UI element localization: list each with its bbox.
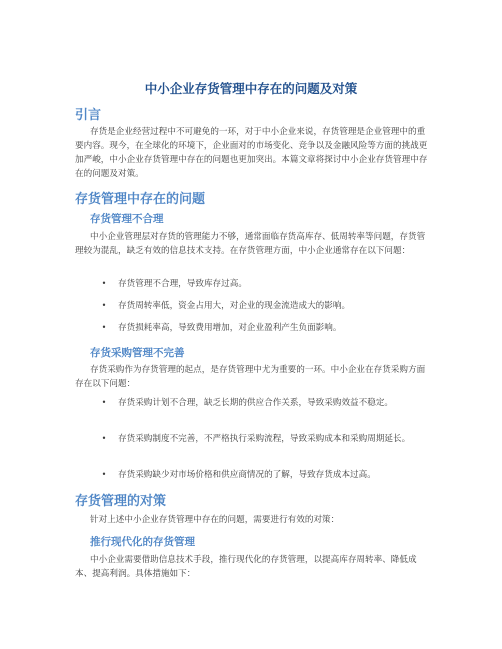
problems-section2-paragraph: 存货采购作为存货管理的起点，是存货管理中尤为重要的一环。中小企业在存货采购方面存在以下问题：: [75, 365, 426, 389]
solutions-paragraph: 针对上述中小企业存货管理中存在的问题，需要进行有效的对策：: [90, 515, 340, 525]
list-item-text: 存货采购计划不合理，缺乏长期的供应合作关系，导致采购效益不稳定。: [118, 398, 394, 408]
list-item: [90, 396, 425, 411]
document-title: 中小企业存货管理中存在的问题及对策: [144, 81, 358, 96]
solutions-section1-heading: 推行现代化的存货管理: [90, 536, 195, 548]
bullet-dot-icon: •: [101, 279, 107, 288]
intro-heading: 引言: [75, 108, 102, 123]
solutions-section1-paragraph: 中小企业需要借助信息技术手段，推行现代化的存货管理，以提高库存周转率、降低成本、提高利润。具体措施如下：: [75, 555, 417, 579]
bullet-dot-icon: •: [101, 301, 107, 310]
problems-section1-heading: 存货管理不合理: [90, 213, 164, 225]
bullet-dot-icon: •: [101, 470, 107, 479]
list-item: [90, 277, 425, 292]
list-item-text: 存货周转率低，资金占用大，对企业的现金流造成大的影响。: [118, 301, 351, 311]
intro-paragraph: 存货是企业经营过程中不可避免的一环，对于中小企业来说，存货管理是企业管理中的重要内容。现今，在全球化的环境下，企业面对的市场变化、竞争以及金融风险等方面的挑战更加严峻，中小企业存货管理中存在的问题也更加突出。本篇文章将探讨中小企业存货管理中存在的问题及对策。: [75, 127, 428, 179]
list-item-text: 存货损耗率高，导致费用增加，对企业盈利产生负面影响。: [118, 323, 342, 333]
problems-section1-paragraph: 中小企业管理层对存货的管理能力不够，通常面临存货高库存、低周转率等问题，存货管理较为混乱，缺乏有效的信息技术支持。在存货管理方面，中小企业通常存在以下问题：: [75, 232, 426, 256]
list-item: [90, 299, 425, 314]
problems-section2-heading: 存货采购管理不完善: [90, 347, 185, 359]
solutions-heading: 存货管理的对策: [75, 494, 167, 509]
list-item-text: 存货管理不合理，导致库存过高。: [118, 279, 247, 289]
bullet-dot-icon: •: [101, 398, 107, 407]
list-item-text: 存货采购制度不完善，不严格执行采购流程，导致采购成本和采购周期延长。: [118, 434, 411, 444]
list-item: [90, 432, 425, 447]
list-item-text: 存货采购缺少对市场价格和供应商情况的了解，导致存货成本过高。: [118, 470, 376, 480]
bullet-dot-icon: •: [101, 323, 107, 332]
list-item: [90, 321, 425, 336]
bullet-dot-icon: •: [101, 434, 107, 443]
problems-heading: 存货管理中存在的问题: [75, 192, 206, 207]
list-item: [90, 468, 425, 483]
